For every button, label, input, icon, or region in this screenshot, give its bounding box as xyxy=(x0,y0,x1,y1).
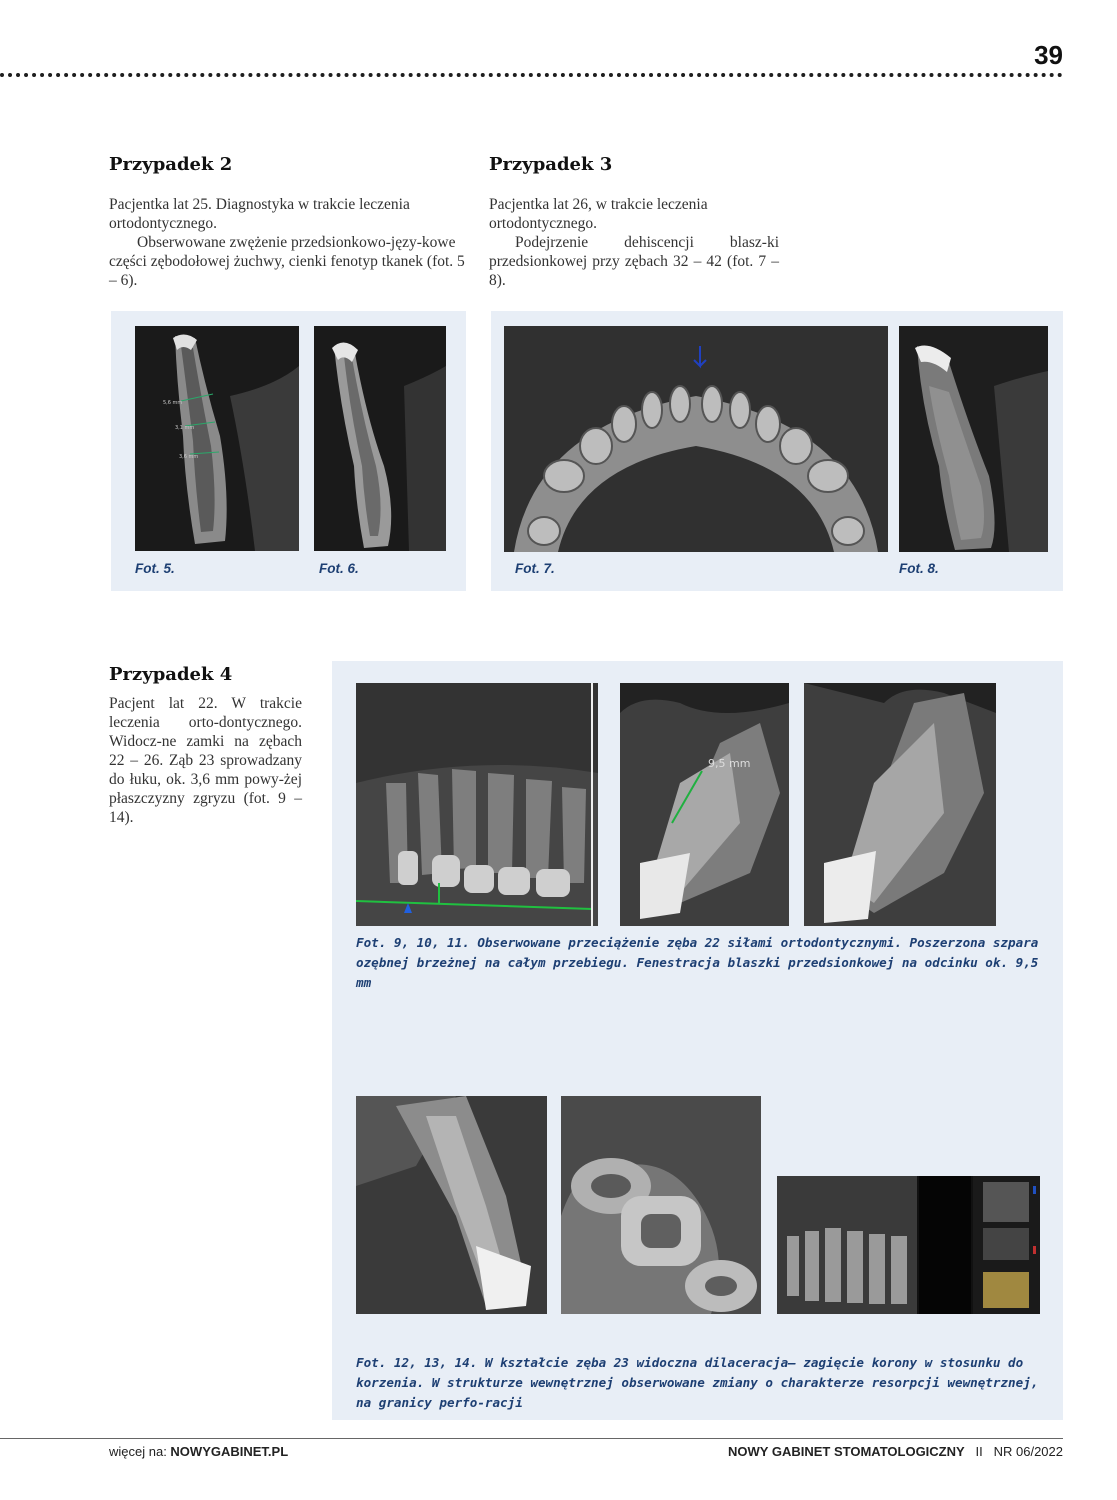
footer-left xyxy=(109,1444,288,1459)
fot12-cbct-icon xyxy=(356,1096,547,1314)
fot11-cbct-icon xyxy=(804,683,996,926)
fot5-cbct-icon xyxy=(135,326,299,551)
case3-para2: Podejrzenie dehiscencji blasz-ki przedsionkowej przy zębach 32 – 42 (fot. 7 – 8). xyxy=(489,234,779,289)
fot10-cbct-icon xyxy=(620,683,789,926)
fot8-image xyxy=(899,326,1048,552)
fot9-image xyxy=(356,683,598,926)
fot14-screen-icon xyxy=(777,1176,1040,1314)
header-dotted-rule xyxy=(0,73,1063,77)
footer-prefix: więcej na: xyxy=(109,1444,171,1459)
fot5-measure-1: 5,6 mm xyxy=(163,400,183,406)
case2-section xyxy=(109,154,469,290)
footer-rule xyxy=(0,1438,1063,1439)
fot10-image xyxy=(620,683,789,926)
fot13-image xyxy=(561,1096,761,1314)
case2-para1: Pacjentka lat 25. Diagnostyka w trakcie leczenia ortodontycznego. xyxy=(109,196,410,232)
case2-para2: Obserwowane zwężenie przedsionkowo-języ-kowe części zębodołowej żuchwy, cienki fenotyp tkanek (fot. 5 – 6). xyxy=(109,234,465,289)
fot7-image xyxy=(504,326,888,552)
fot11-image xyxy=(804,683,996,926)
fot12-14-caption: Fot. 12, 13, 14. W kształcie zęba 23 widoczna dilaceracja– zagięcie korony w stosunku do korzenia. W strukturze wewnętrznej obserwowane zmiany o charakterze resorpcji wewnętrznej, na granicy perfo-racji xyxy=(356,1355,1039,1410)
footer-separator: II xyxy=(975,1444,983,1459)
footer-issue: NR 06/2022 xyxy=(993,1444,1063,1459)
case2-figure-panel xyxy=(111,311,466,591)
fot5-measure-3: 3,6 mm xyxy=(179,454,199,460)
footer-right xyxy=(728,1444,1063,1459)
fot6-image xyxy=(314,326,446,551)
fot8-cbct-icon xyxy=(899,326,1048,552)
case2-title: Przypadek 2 xyxy=(109,154,233,175)
fot14-image xyxy=(777,1176,1040,1314)
case3-figure-panel xyxy=(491,311,1063,591)
fot6-caption: Fot. 6. xyxy=(319,561,359,576)
fot10-measurement: 9,5 mm xyxy=(708,757,751,770)
case4-para: Pacjent lat 22. W trakcie leczenia orto-dontycznego. Widocz-ne zamki na zębach 22 – 26. Ząb 23 sprowadzany do łuku, ok. 3,6 mm powy-żej płaszczyzny zgryzu (fot. 9 – 14). xyxy=(109,695,302,826)
fot5-caption: Fot. 5. xyxy=(135,561,175,576)
fot5-measure-2: 3,1 mm xyxy=(175,425,195,431)
footer-site-link[interactable]: NOWYGABINET.PL xyxy=(170,1444,289,1459)
case4-section xyxy=(109,664,302,827)
case3-section xyxy=(489,154,779,290)
footer-journal: NOWY GABINET STOMATOLOGICZNY xyxy=(728,1444,965,1459)
case3-title: Przypadek 3 xyxy=(489,154,613,175)
case4-figure-panel xyxy=(332,661,1063,1420)
fot13-axial-icon xyxy=(561,1096,761,1314)
fot7-arch-icon xyxy=(504,326,888,552)
fot12-image xyxy=(356,1096,547,1314)
fot7-caption: Fot. 7. xyxy=(515,561,555,576)
page-number: 39 xyxy=(1034,40,1063,70)
fot9-11-caption: Fot. 9, 10, 11. Obserwowane przeciążenie zęba 22 siłami ortodontycznymi. Poszerzona szpara ozębnej brzeżnej na całym przebiegu. Fenestracja blaszki przedsionkowej na odcinku ok. 9,5 mm xyxy=(356,935,1039,990)
case3-para1: Pacjentka lat 26, w trakcie leczenia ortodontycznego. xyxy=(489,196,708,232)
fot8-caption: Fot. 8. xyxy=(899,561,939,576)
fot9-panoramic-icon xyxy=(356,683,598,926)
case4-title: Przypadek 4 xyxy=(109,664,233,685)
fot5-image xyxy=(135,326,299,551)
fot6-cbct-icon xyxy=(314,326,446,551)
